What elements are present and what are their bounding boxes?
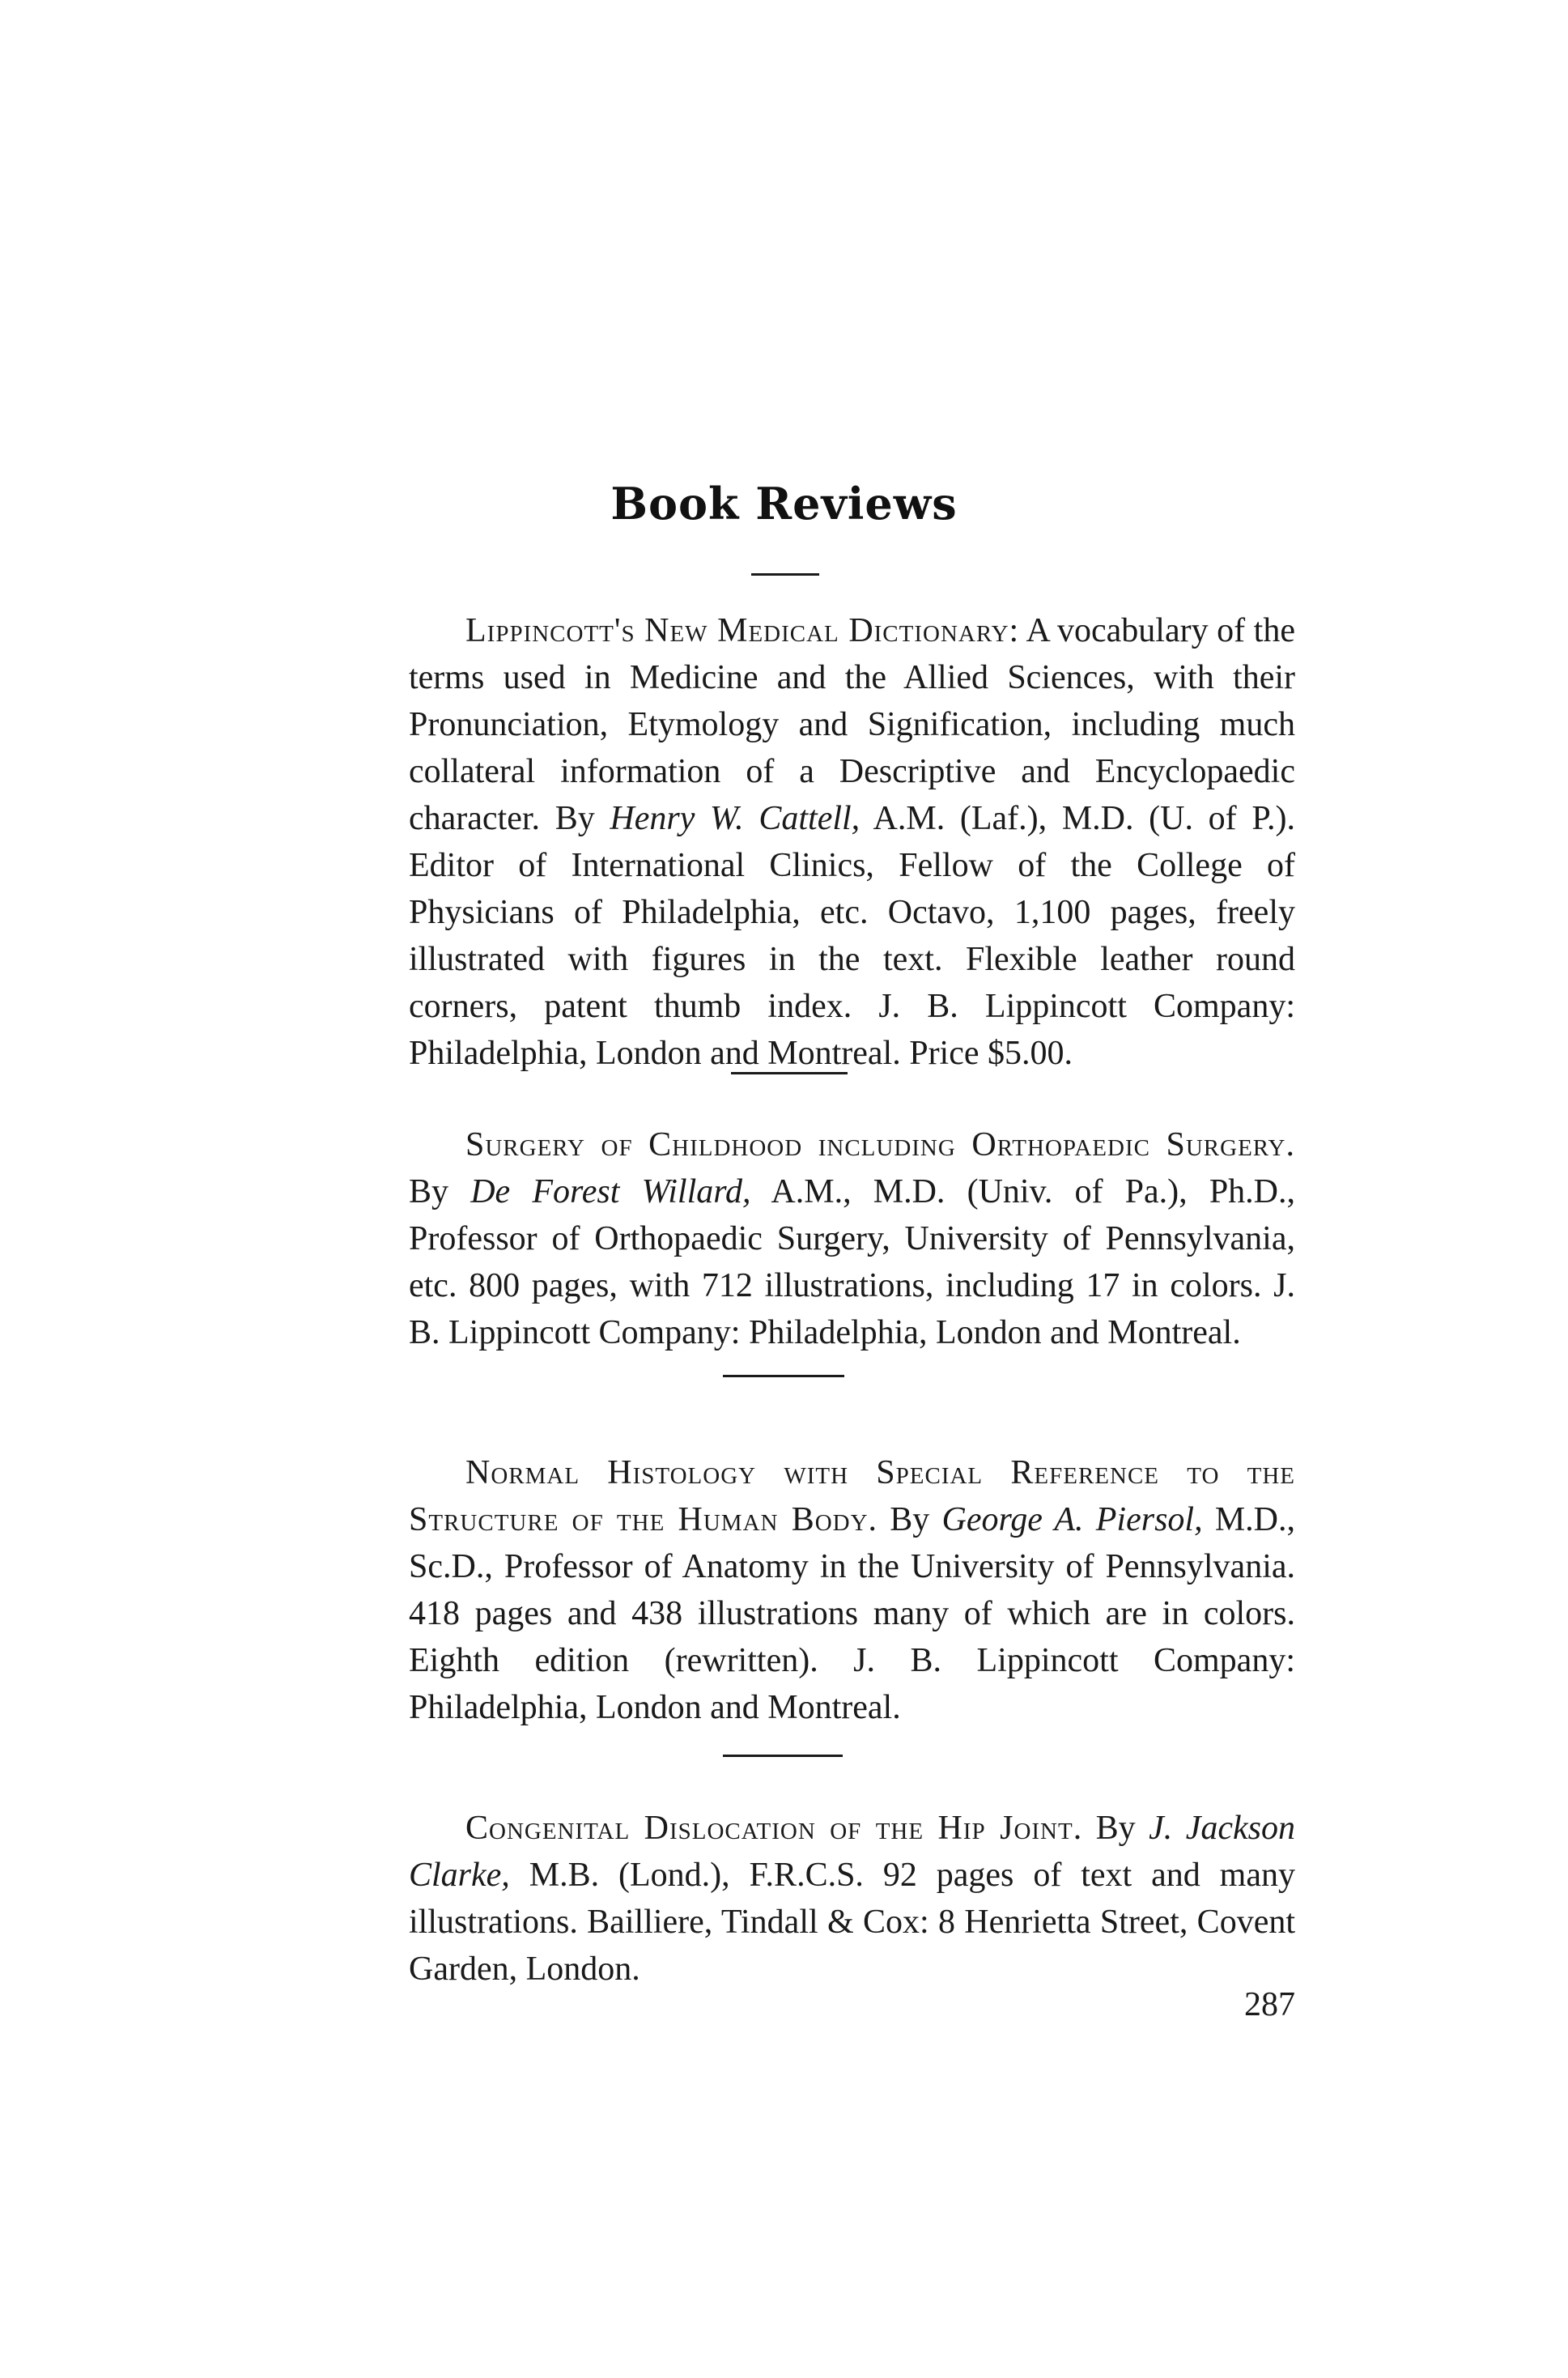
- review-text: A.M., M.D. (Univ. of Pa.), Ph.D., Professor of Orthopaedic Surgery, University of Pennsylvania, etc. 800 pages, with 712 illustrations, including 17 in colors. J. B. Lippincott Company: Philadelphia, London and Montreal.: [409, 1173, 1296, 1351]
- review-title: Congenital Dislocation of the Hip Joint.: [465, 1810, 1083, 1847]
- review-title: Normal Histology with Special Reference to the Structure of the Human Body.: [409, 1454, 1295, 1538]
- review-author: J. Jackson Clarke,: [409, 1810, 1295, 1894]
- review-entry: [409, 1121, 1295, 1356]
- review-text: M.D., Sc.D., Professor of Anatomy in the University of Pennsylvania. 418 pages and 438 illustrations many of which are in colors. Eighth edition (rewritten). J. B. Lippincott Company: Philadelphia, London and Montreal.: [409, 1501, 1295, 1726]
- review-author: Henry W. Cattell,: [610, 800, 860, 837]
- review-entry: [409, 1449, 1295, 1731]
- section-divider: [723, 1375, 844, 1377]
- review-title: Surgery of Childhood including Orthopaedic Surgery.: [465, 1126, 1295, 1163]
- review-title: Lippincott's New Medical Dictionary:: [465, 612, 1020, 649]
- section-divider: [731, 1072, 848, 1074]
- page-heading: Book Reviews: [610, 478, 958, 530]
- heading-rule: [751, 573, 819, 576]
- section-divider: [723, 1755, 843, 1757]
- review-author: De Forest Willard,: [470, 1173, 751, 1210]
- review-text: By: [409, 1173, 471, 1210]
- review-text: By: [1082, 1810, 1149, 1847]
- review-entry: [409, 1805, 1295, 1993]
- review-text: A.M. (Laf.), M.D. (U. of P.). Editor of International Clinics, Fellow of the College of Physicians of Philadelphia, etc. Octavo, 1,100 pages, freely illustrated with figures in the text. Flexible leather round corners, patent thumb index. J. B. Lippincott Company: Philadelphia, London and Montreal. Price $5.00.: [409, 800, 1296, 1072]
- review-entry: [409, 607, 1295, 1077]
- review-text: By: [877, 1501, 942, 1538]
- review-text: A vocabulary of the terms used in Medicine and the Allied Sciences, with their Pronunciation, Etymology and Signification, including much collateral information of a Descriptive and Encyclopaedic character. By: [409, 612, 1295, 837]
- review-author: George A. Piersol,: [941, 1501, 1203, 1538]
- page-number: 287: [1244, 1986, 1295, 2023]
- review-text: M.B. (Lond.), F.R.C.S. 92 pages of text and many illustrations. Bailliere, Tindall & Cox: 8 Henrietta Street, Covent Garden, London.: [409, 1857, 1295, 1988]
